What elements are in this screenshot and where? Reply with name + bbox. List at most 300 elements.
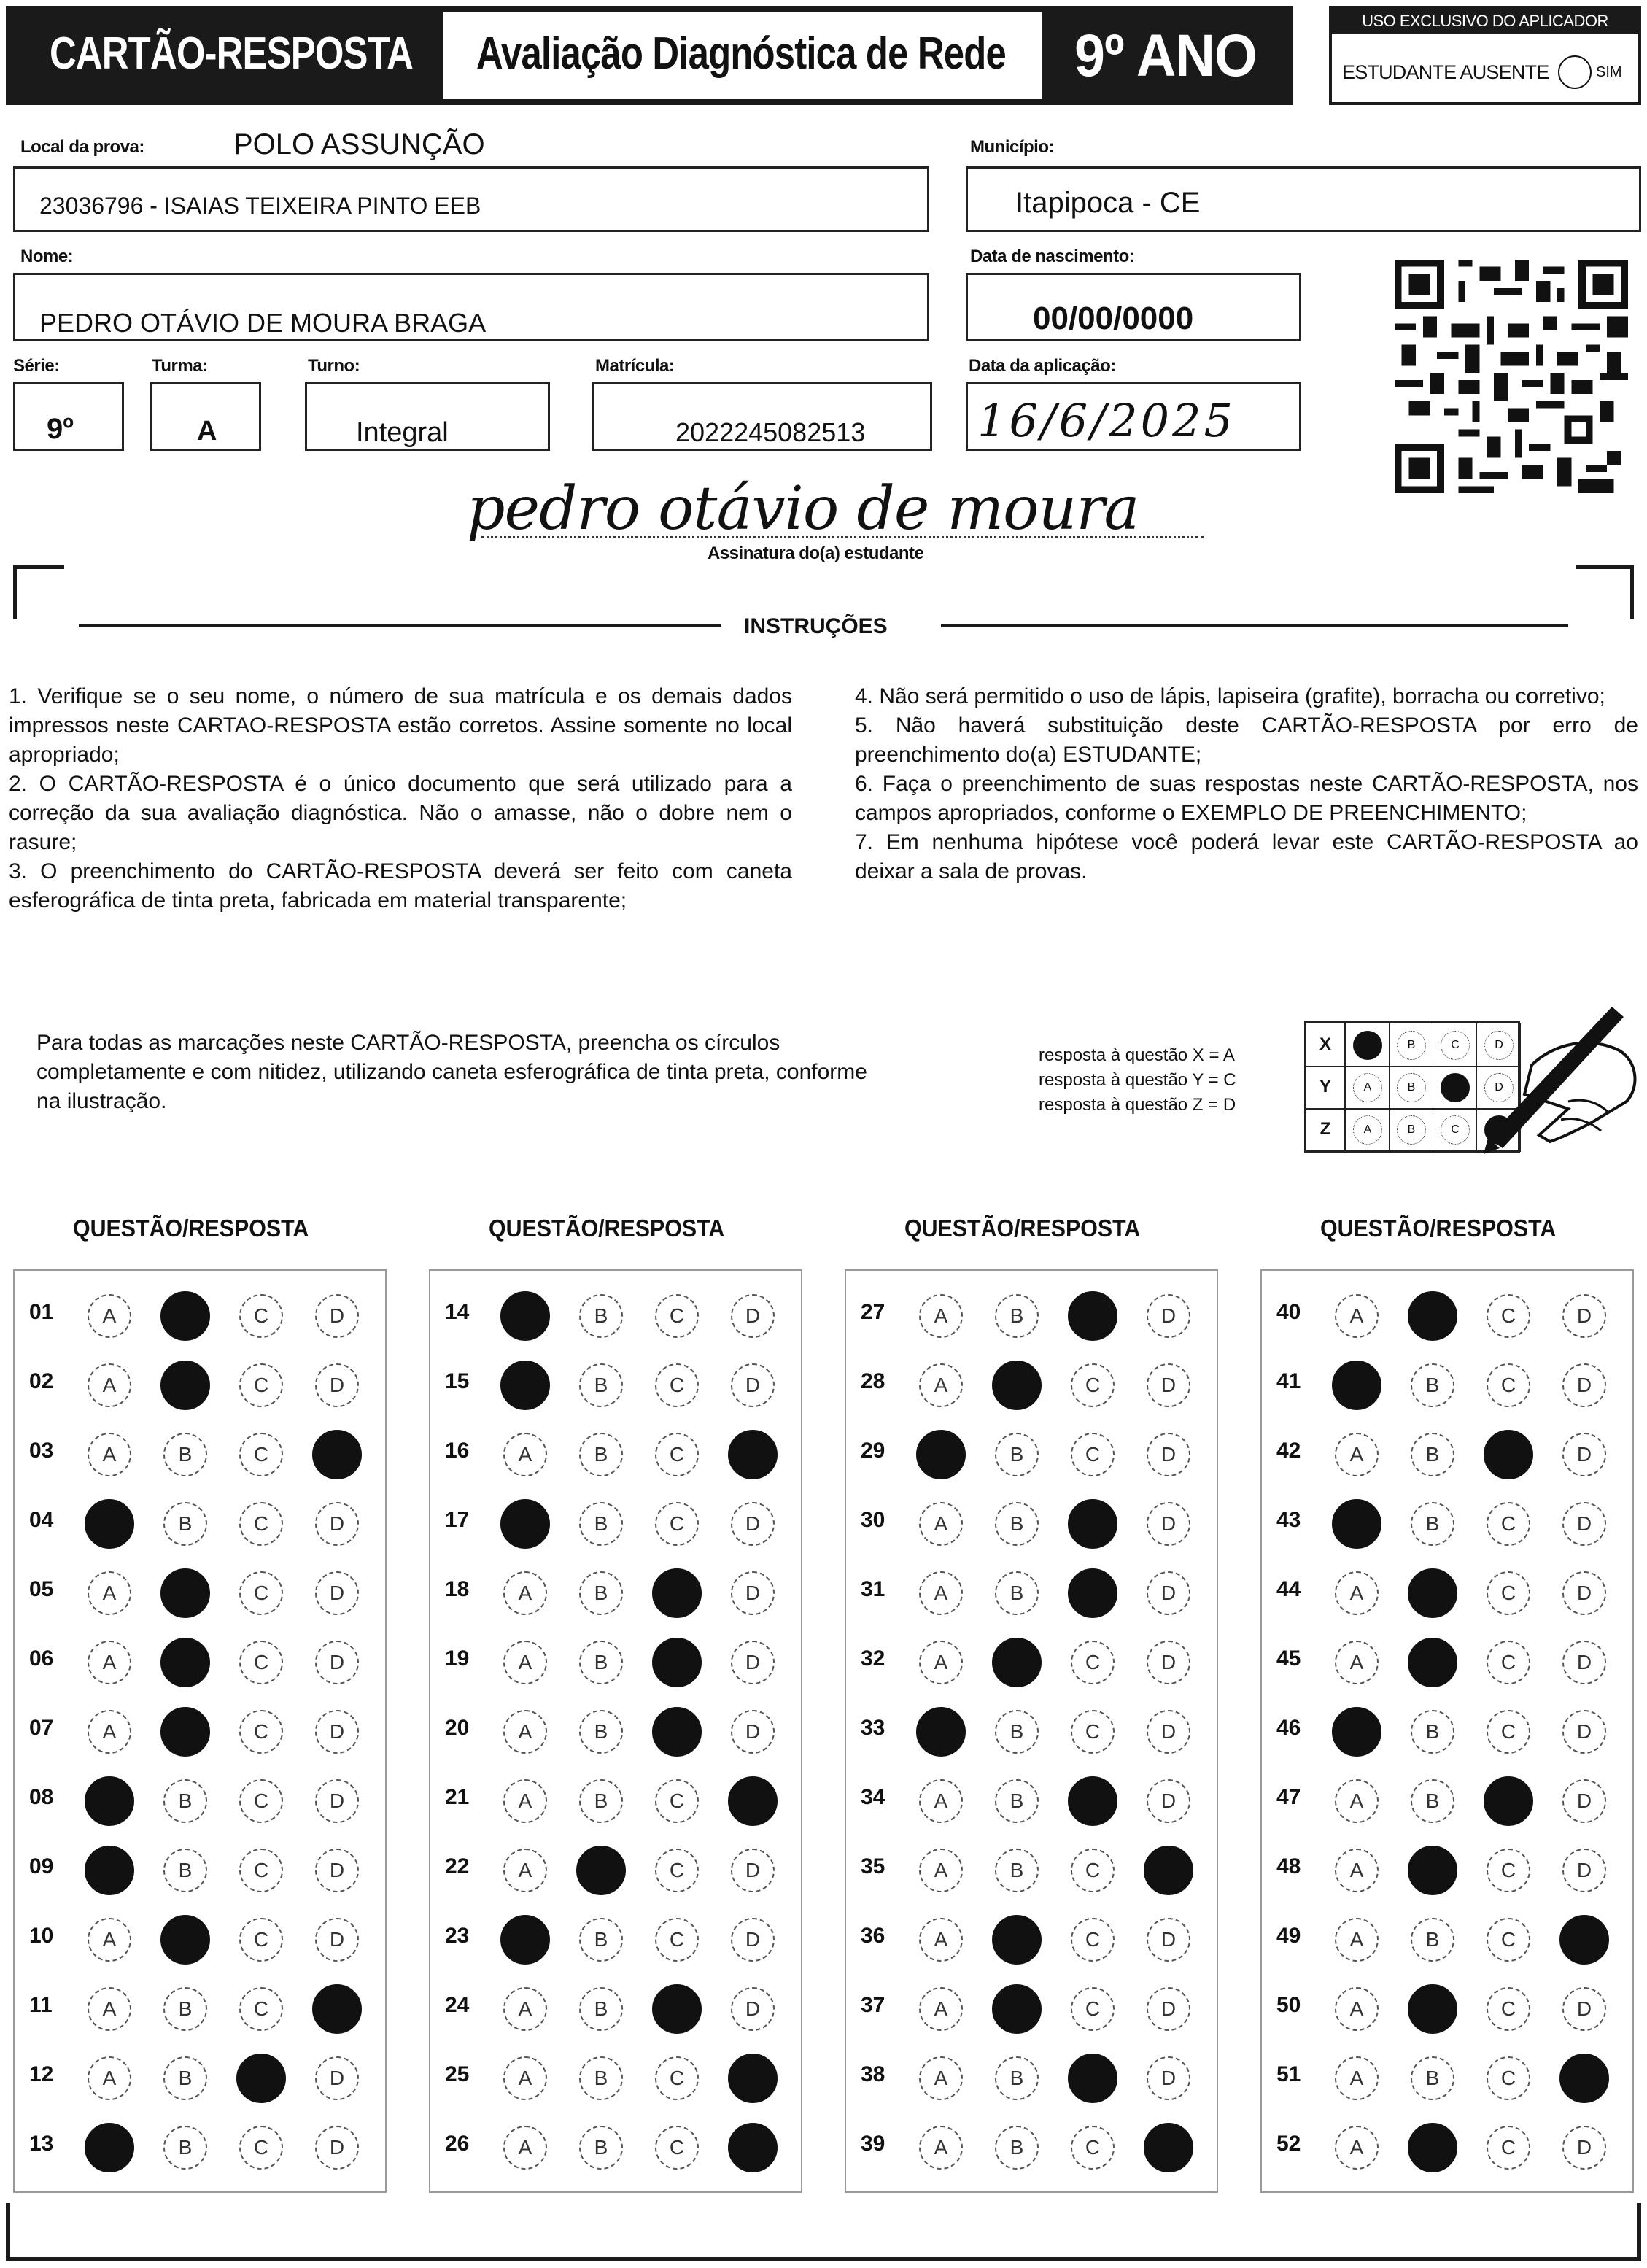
example-cell (1433, 1023, 1477, 1066)
answer-bubble-c[interactable]: C (239, 2126, 283, 2170)
answer-bubble-b[interactable] (992, 1361, 1042, 1410)
example-cell (1390, 1108, 1433, 1152)
answer-bubble-c[interactable]: C (1071, 1987, 1115, 2031)
answer-bubble-a[interactable] (500, 1915, 550, 1965)
answer-bubble-b[interactable]: B (1411, 1779, 1454, 1823)
answer-bubble-a[interactable]: A (503, 1433, 547, 1476)
answer-bubble-b[interactable]: B (579, 1294, 623, 1338)
answer-bubble-a[interactable]: A (1335, 1571, 1379, 1615)
instruction-3: 3. O preenchimento do CARTÃO-RESPOSTA deverá ser feito com caneta esferográfica de tinta preta, fabricada em material transparente; (9, 859, 792, 913)
answer-bubble-a[interactable]: A (88, 1571, 131, 1615)
answer-bubble-c[interactable]: C (1071, 2126, 1115, 2170)
answer-bubble-d[interactable]: D (1562, 1294, 1606, 1338)
answer-bubble-b[interactable] (1408, 1984, 1457, 2034)
answer-bubble-b[interactable]: B (995, 1433, 1039, 1476)
answer-bubble-a[interactable]: A (503, 1987, 547, 2031)
answer-bubble-d[interactable]: D (315, 1849, 359, 1892)
answer-bubble-d[interactable]: D (1562, 1571, 1606, 1615)
answer-bubble-b[interactable]: B (579, 2126, 623, 2170)
answer-bubble-b[interactable]: B (1411, 1918, 1454, 1962)
answer-bubble-a[interactable]: A (503, 1571, 547, 1615)
answer-bubble-d[interactable]: D (1562, 1849, 1606, 1892)
question-number: 29 (861, 1439, 885, 1463)
answer-bubble-b[interactable]: B (1411, 2056, 1454, 2100)
answer-bubble-c[interactable]: C (1487, 1502, 1530, 1546)
answer-bubble-c[interactable]: C (239, 1641, 283, 1684)
answer-bubble-c[interactable]: C (1487, 1987, 1530, 2031)
signature-caption: Assinatura do(a) estudante (708, 543, 924, 563)
answer-bubble-a[interactable]: A (503, 1641, 547, 1684)
answer-bubble-d[interactable]: D (1562, 1502, 1606, 1546)
answer-bubble-b[interactable]: B (579, 1363, 623, 1407)
nome-label: Nome: (20, 247, 74, 266)
answer-bubble-b[interactable]: B (579, 1641, 623, 1684)
absent-bubble[interactable] (1558, 55, 1592, 89)
answer-bubble-d[interactable]: D (1147, 1918, 1190, 1962)
answer-bubble-d[interactable]: D (1562, 1363, 1606, 1407)
answer-bubble-a[interactable]: A (919, 1641, 963, 1684)
answer-bubble-b[interactable]: B (995, 1571, 1039, 1615)
answer-bubble-d[interactable]: D (315, 2126, 359, 2170)
answer-bubble-a[interactable]: A (919, 1502, 963, 1546)
section-title: QUESTÃO/RESPOSTA (904, 1215, 1141, 1242)
answer-bubble-b[interactable]: B (579, 1502, 623, 1546)
answer-bubble-c[interactable]: C (239, 1433, 283, 1476)
question-number: 26 (445, 2132, 470, 2156)
answer-bubble-b[interactable]: B (579, 1571, 623, 1615)
answer-bubble-c[interactable] (652, 1568, 702, 1618)
example-bubble-d: D (1484, 1073, 1514, 1102)
example-row-letter: Z (1306, 1108, 1346, 1152)
answer-bubble-c[interactable] (1068, 1291, 1117, 1341)
question-number: 09 (29, 1854, 54, 1878)
question-row (1262, 1420, 1632, 1490)
answer-bubble-b[interactable]: B (579, 1918, 623, 1962)
example-bubble-b: B (1397, 1073, 1426, 1102)
answer-bubble-a[interactable] (85, 1499, 134, 1549)
answer-bubble-d[interactable] (312, 1984, 362, 2034)
answer-bubble-a[interactable]: A (1335, 2056, 1379, 2100)
student-signature: pedro otávio de moura (467, 474, 1139, 543)
example-bubble-c (1441, 1073, 1470, 1102)
question-row (846, 1281, 1217, 1351)
answer-bubble-d[interactable]: D (1147, 1294, 1190, 1338)
answer-bubble-a[interactable] (1332, 1361, 1381, 1410)
answer-bubble-a[interactable] (1332, 1499, 1381, 1549)
question-row (846, 1974, 1217, 2044)
answer-bubble-c[interactable] (1068, 1568, 1117, 1618)
question-row (430, 1350, 801, 1420)
qr-code (1395, 260, 1628, 493)
answer-bubble-d[interactable]: D (315, 1918, 359, 1962)
answer-bubble-a[interactable]: A (1335, 1987, 1379, 2031)
answer-bubble-b[interactable]: B (995, 1502, 1039, 1546)
answer-bubble-d[interactable]: D (731, 1363, 775, 1407)
answer-bubble-b[interactable]: B (579, 1987, 623, 2031)
question-row (846, 2113, 1217, 2183)
answer-bubble-b[interactable] (160, 1291, 210, 1341)
answer-bubble-c[interactable]: C (239, 1294, 283, 1338)
answer-bubble-d[interactable]: D (315, 1363, 359, 1407)
answer-bubble-c[interactable] (1484, 1776, 1533, 1826)
aplicador-label: USO EXCLUSIVO DO APLICADOR (1332, 9, 1638, 34)
answer-bubble-d[interactable]: D (731, 1641, 775, 1684)
answer-bubble-c[interactable]: C (1487, 1641, 1530, 1684)
question-row (846, 1697, 1217, 1767)
question-row (1262, 1350, 1632, 1420)
answer-bubble-b[interactable] (160, 1568, 210, 1618)
answer-bubble-a[interactable]: A (503, 2126, 547, 2170)
answer-bubble-a[interactable]: A (88, 1710, 131, 1754)
answer-bubble-a[interactable]: A (919, 1294, 963, 1338)
answer-bubble-c[interactable]: C (655, 1294, 699, 1338)
example-legend-x: resposta à questão X = A (1039, 1045, 1235, 1065)
answer-bubble-b[interactable]: B (163, 1502, 207, 1546)
answer-bubble-b[interactable]: B (163, 1433, 207, 1476)
question-row (15, 1420, 385, 1490)
answer-bubble-d[interactable]: D (1562, 2126, 1606, 2170)
school-value: 23036796 - ISAIAS TEIXEIRA PINTO EEB (39, 193, 481, 219)
question-number: 28 (861, 1369, 885, 1393)
question-row (430, 1974, 801, 2044)
answer-bubble-a[interactable]: A (1335, 1433, 1379, 1476)
answer-bubble-d[interactable]: D (731, 1294, 775, 1338)
question-number: 46 (1276, 1716, 1301, 1740)
answer-bubble-c[interactable]: C (239, 1363, 283, 1407)
answer-bubble-d[interactable]: D (1562, 1710, 1606, 1754)
question-row (430, 1281, 801, 1351)
answer-bubble-c[interactable] (652, 1707, 702, 1757)
question-row (1262, 1489, 1632, 1559)
answer-bubble-d[interactable]: D (315, 1710, 359, 1754)
example-cell (1346, 1108, 1390, 1152)
answer-bubble-d[interactable] (1559, 1915, 1609, 1965)
answer-bubble-d[interactable] (1144, 2123, 1193, 2172)
question-number: 15 (445, 1369, 470, 1393)
question-row (1262, 2043, 1632, 2113)
answer-bubble-a[interactable]: A (1335, 1779, 1379, 1823)
instruction-1: 1. Verifique se o seu nome, o número de sua matrícula e os demais dados impressos neste CARTAO-RESPOSTA estão corretos. Assine somente no local apropriado; (9, 684, 792, 767)
answer-bubble-a[interactable]: A (1335, 1918, 1379, 1962)
answer-bubble-c[interactable]: C (1487, 1849, 1530, 1892)
answer-bubble-d[interactable]: D (1562, 1779, 1606, 1823)
answer-bubble-b[interactable]: B (163, 2056, 207, 2100)
answer-bubble-d[interactable]: D (1147, 1571, 1190, 1615)
question-number: 27 (861, 1300, 885, 1324)
question-row (430, 1628, 801, 1698)
answer-bubble-d[interactable] (728, 2123, 778, 2172)
answer-bubble-c[interactable]: C (239, 1502, 283, 1546)
instructions-right (855, 682, 1638, 886)
answer-column (845, 1269, 1218, 2193)
question-number: 12 (29, 2062, 54, 2086)
answer-bubble-a[interactable]: A (503, 1779, 547, 1823)
question-number: 06 (29, 1646, 54, 1671)
absent-option: SIM (1596, 64, 1622, 80)
question-number: 02 (29, 1369, 54, 1393)
answer-bubble-a[interactable] (500, 1361, 550, 1410)
answer-bubble-b[interactable] (992, 1915, 1042, 1965)
answer-bubble-c[interactable] (1484, 1430, 1533, 1479)
question-number: 01 (29, 1300, 54, 1324)
answer-bubble-a[interactable]: A (503, 1710, 547, 1754)
answer-bubble-c[interactable]: C (655, 1502, 699, 1546)
answer-bubble-b[interactable]: B (995, 1710, 1039, 1754)
answer-bubble-c[interactable]: C (239, 1987, 283, 2031)
answer-bubble-c[interactable] (652, 1638, 702, 1687)
answer-bubble-a[interactable] (916, 1430, 966, 1479)
answer-bubble-d[interactable]: D (315, 1502, 359, 1546)
example-bubble-d: D (1484, 1031, 1514, 1060)
question-number: 36 (861, 1924, 885, 1948)
answer-bubble-d[interactable]: D (1147, 1710, 1190, 1754)
nascimento-value: 00/00/0000 (1033, 301, 1194, 336)
answer-bubble-a[interactable]: A (919, 1987, 963, 2031)
question-number: 35 (861, 1854, 885, 1878)
answer-bubble-a[interactable]: A (919, 1571, 963, 1615)
instruction-2: 2. O CARTÃO-RESPOSTA é o único documento que será utilizado para a correção da sua avaliação diagnóstica. Não o amasse, não o dobre nem o rasure; (9, 772, 792, 854)
answer-bubble-c[interactable]: C (1071, 1849, 1115, 1892)
instructions-left (9, 682, 792, 916)
answer-bubble-d[interactable]: D (1147, 1433, 1190, 1476)
answer-bubble-b[interactable] (160, 1638, 210, 1687)
answer-bubble-a[interactable] (85, 2123, 134, 2172)
answer-bubble-d[interactable]: D (1147, 1363, 1190, 1407)
municipio-value: Itapipoca - CE (1015, 187, 1201, 219)
answer-bubble-b[interactable] (160, 1915, 210, 1965)
answer-bubble-a[interactable]: A (919, 2056, 963, 2100)
answer-bubble-b[interactable]: B (163, 1849, 207, 1892)
answer-bubble-b[interactable] (1408, 1291, 1457, 1341)
answer-bubble-c[interactable]: C (655, 2126, 699, 2170)
question-row (430, 2113, 801, 2183)
answer-bubble-a[interactable] (1332, 1707, 1381, 1757)
answer-column (429, 1269, 802, 2193)
answer-bubble-b[interactable] (1408, 2123, 1457, 2172)
answer-bubble-c[interactable]: C (655, 2056, 699, 2100)
question-row (15, 1905, 385, 1975)
answer-bubble-b[interactable]: B (163, 2126, 207, 2170)
answer-bubble-a[interactable]: A (1335, 2126, 1379, 2170)
question-number: 51 (1276, 2062, 1301, 2086)
answer-bubble-c[interactable]: C (1487, 2056, 1530, 2100)
municipio-label: Município: (970, 137, 1054, 157)
answer-bubble-c[interactable]: C (1071, 1710, 1115, 1754)
answer-bubble-d[interactable] (728, 2054, 778, 2103)
answer-bubble-c[interactable]: C (239, 1710, 283, 1754)
answer-bubble-a[interactable] (916, 1707, 966, 1757)
answer-bubble-d[interactable]: D (315, 1294, 359, 1338)
turma-label: Turma: (152, 356, 208, 376)
answer-bubble-b[interactable]: B (579, 2056, 623, 2100)
answer-bubble-a[interactable] (500, 1499, 550, 1549)
exam-title: Avaliação Diagnóstica de Rede (476, 28, 1006, 79)
answer-bubble-d[interactable]: D (1147, 2056, 1190, 2100)
answer-bubble-b[interactable]: B (1411, 1502, 1454, 1546)
answer-bubble-c[interactable] (1068, 1499, 1117, 1549)
answer-bubble-d[interactable]: D (315, 1571, 359, 1615)
question-number: 17 (445, 1508, 470, 1532)
answer-bubble-d[interactable]: D (1147, 1641, 1190, 1684)
answer-bubble-d[interactable]: D (731, 1571, 775, 1615)
answer-bubble-a[interactable]: A (919, 1918, 963, 1962)
answer-bubble-d[interactable]: D (315, 2056, 359, 2100)
answer-bubble-c[interactable]: C (239, 1571, 283, 1615)
answer-bubble-b[interactable]: B (163, 1779, 207, 1823)
answer-bubble-c[interactable] (1068, 2054, 1117, 2103)
answer-bubble-c[interactable]: C (655, 1779, 699, 1823)
example-cell (1346, 1023, 1390, 1066)
answer-bubble-d[interactable] (1144, 1846, 1193, 1895)
answer-bubble-b[interactable]: B (995, 2056, 1039, 2100)
absent-label: ESTUDANTE AUSENTE (1342, 61, 1549, 83)
answer-bubble-c[interactable]: C (1071, 1433, 1115, 1476)
question-row (1262, 1835, 1632, 1905)
answer-bubble-d[interactable]: D (1562, 1641, 1606, 1684)
answer-bubble-d[interactable]: D (1147, 1502, 1190, 1546)
instruction-6: 6. Faça o preenchimento de suas respostas neste CARTÃO-RESPOSTA, nos campos apropriados, conforme o EXEMPLO DE PREENCHIMENTO; (855, 772, 1638, 825)
answer-bubble-b[interactable] (1408, 1638, 1457, 1687)
answer-column (13, 1269, 387, 2193)
answer-bubble-a[interactable]: A (1335, 1849, 1379, 1892)
question-number: 22 (445, 1854, 470, 1878)
card-title: CARTÃO-RESPOSTA (50, 28, 413, 79)
question-row (1262, 1766, 1632, 1836)
answer-bubble-b[interactable]: B (995, 1849, 1039, 1892)
answer-bubble-b[interactable]: B (1411, 1363, 1454, 1407)
answer-bubble-a[interactable]: A (919, 2126, 963, 2170)
answer-bubble-c[interactable]: C (1071, 1363, 1115, 1407)
answer-bubble-b[interactable] (1408, 1568, 1457, 1618)
answer-bubble-c[interactable]: C (1487, 1710, 1530, 1754)
matricula-value: 2022245082513 (675, 417, 866, 447)
question-number: 14 (445, 1300, 470, 1324)
answer-bubble-b[interactable] (992, 1984, 1042, 2034)
answer-bubble-a[interactable] (85, 1776, 134, 1826)
answer-bubble-a[interactable]: A (919, 1849, 963, 1892)
answer-bubble-a[interactable]: A (919, 1363, 963, 1407)
answer-bubble-c[interactable]: C (655, 1363, 699, 1407)
answer-bubble-d[interactable]: D (315, 1641, 359, 1684)
answer-bubble-b[interactable]: B (995, 1779, 1039, 1823)
answer-bubble-d[interactable]: D (315, 1779, 359, 1823)
answer-bubble-c[interactable] (236, 2054, 286, 2103)
answer-bubble-c[interactable]: C (1487, 1918, 1530, 1962)
answer-bubble-d[interactable]: D (1562, 1433, 1606, 1476)
answer-bubble-c[interactable]: C (1487, 1571, 1530, 1615)
answer-bubble-a[interactable]: A (503, 1849, 547, 1892)
aplicacao-label: Data da aplicação: (969, 356, 1116, 376)
question-row (846, 1420, 1217, 1490)
example-bubble-b: B (1397, 1031, 1426, 1060)
answer-bubble-b[interactable]: B (1411, 1710, 1454, 1754)
question-number: 42 (1276, 1439, 1301, 1463)
answer-bubble-c[interactable]: C (239, 1849, 283, 1892)
question-row (1262, 1905, 1632, 1975)
answer-bubble-a[interactable] (85, 1846, 134, 1895)
answer-bubble-b[interactable] (992, 1638, 1042, 1687)
question-row (846, 1766, 1217, 1836)
question-row (846, 1558, 1217, 1628)
answer-bubble-a[interactable]: A (88, 1918, 131, 1962)
section-title: QUESTÃO/RESPOSTA (73, 1215, 309, 1242)
instruction-5: 5. Não haverá substituição deste CARTÃO-RESPOSTA por erro de preenchimento do(a) ESTUDANTE; (855, 713, 1638, 767)
answer-bubble-b[interactable] (160, 1361, 210, 1410)
answer-bubble-c[interactable]: C (239, 1779, 283, 1823)
question-row (15, 1835, 385, 1905)
answer-bubble-d[interactable]: D (731, 1502, 775, 1546)
answer-bubble-a[interactable]: A (88, 2056, 131, 2100)
example-cell (1346, 1066, 1390, 1108)
answer-bubble-d[interactable]: D (1147, 1987, 1190, 2031)
answer-bubble-b[interactable]: B (995, 2126, 1039, 2170)
question-row (1262, 1628, 1632, 1698)
answer-bubble-d[interactable]: D (731, 1710, 775, 1754)
answer-bubble-a[interactable]: A (919, 1779, 963, 1823)
question-number: 21 (445, 1785, 470, 1809)
example-bubble-a: A (1353, 1073, 1382, 1102)
answer-bubble-a[interactable]: A (88, 1641, 131, 1684)
question-row (15, 1628, 385, 1698)
answer-bubble-c[interactable]: C (655, 1849, 699, 1892)
answer-bubble-b[interactable] (1408, 1846, 1457, 1895)
question-number: 39 (861, 2132, 885, 2156)
answer-bubble-b[interactable]: B (163, 1987, 207, 2031)
question-number: 44 (1276, 1577, 1301, 1601)
answer-bubble-d[interactable]: D (1562, 1987, 1606, 2031)
answer-bubble-d[interactable]: D (731, 1849, 775, 1892)
answer-bubble-b[interactable]: B (579, 1710, 623, 1754)
answer-bubble-a[interactable]: A (1335, 1641, 1379, 1684)
answer-bubble-d[interactable]: D (731, 1987, 775, 2031)
answer-bubble-d[interactable] (728, 1430, 778, 1479)
frame-bottom (6, 2257, 1641, 2261)
answer-bubble-c[interactable]: C (239, 1918, 283, 1962)
answer-bubble-b[interactable]: B (579, 1779, 623, 1823)
answer-bubble-c[interactable]: C (1071, 1641, 1115, 1684)
answer-bubble-b[interactable] (576, 1846, 626, 1895)
answer-bubble-c[interactable]: C (655, 1918, 699, 1962)
answer-bubble-a[interactable]: A (503, 2056, 547, 2100)
answer-bubble-b[interactable]: B (1411, 1433, 1454, 1476)
answer-bubble-b[interactable] (160, 1707, 210, 1757)
answer-bubble-a[interactable]: A (1335, 1294, 1379, 1338)
answer-bubble-b[interactable]: B (995, 1294, 1039, 1338)
answer-bubble-d[interactable] (312, 1430, 362, 1479)
answer-bubble-a[interactable]: A (88, 1294, 131, 1338)
answer-bubble-d[interactable]: D (1147, 1779, 1190, 1823)
answer-bubble-c[interactable] (1068, 1776, 1117, 1826)
answer-bubble-c[interactable]: C (1487, 1294, 1530, 1338)
answer-bubble-d[interactable] (1559, 2054, 1609, 2103)
answer-bubble-a[interactable]: A (88, 1433, 131, 1476)
instructions-title: INSTRUÇÕES (744, 614, 888, 638)
answer-bubble-a[interactable] (500, 1291, 550, 1341)
answer-bubble-b[interactable]: B (579, 1433, 623, 1476)
question-row (15, 1558, 385, 1628)
answer-bubble-c[interactable]: C (1487, 2126, 1530, 2170)
frame-corner-tl (13, 565, 64, 619)
answer-bubble-d[interactable] (728, 1776, 778, 1826)
answer-bubble-a[interactable]: A (88, 1987, 131, 2031)
answer-bubble-a[interactable]: A (88, 1363, 131, 1407)
answer-bubble-c[interactable]: C (1071, 1918, 1115, 1962)
answer-bubble-d[interactable]: D (731, 1918, 775, 1962)
answer-bubble-c[interactable]: C (1487, 1363, 1530, 1407)
serie-label: Série: (13, 356, 60, 376)
answer-bubble-c[interactable]: C (655, 1433, 699, 1476)
answer-bubble-c[interactable] (652, 1984, 702, 2034)
